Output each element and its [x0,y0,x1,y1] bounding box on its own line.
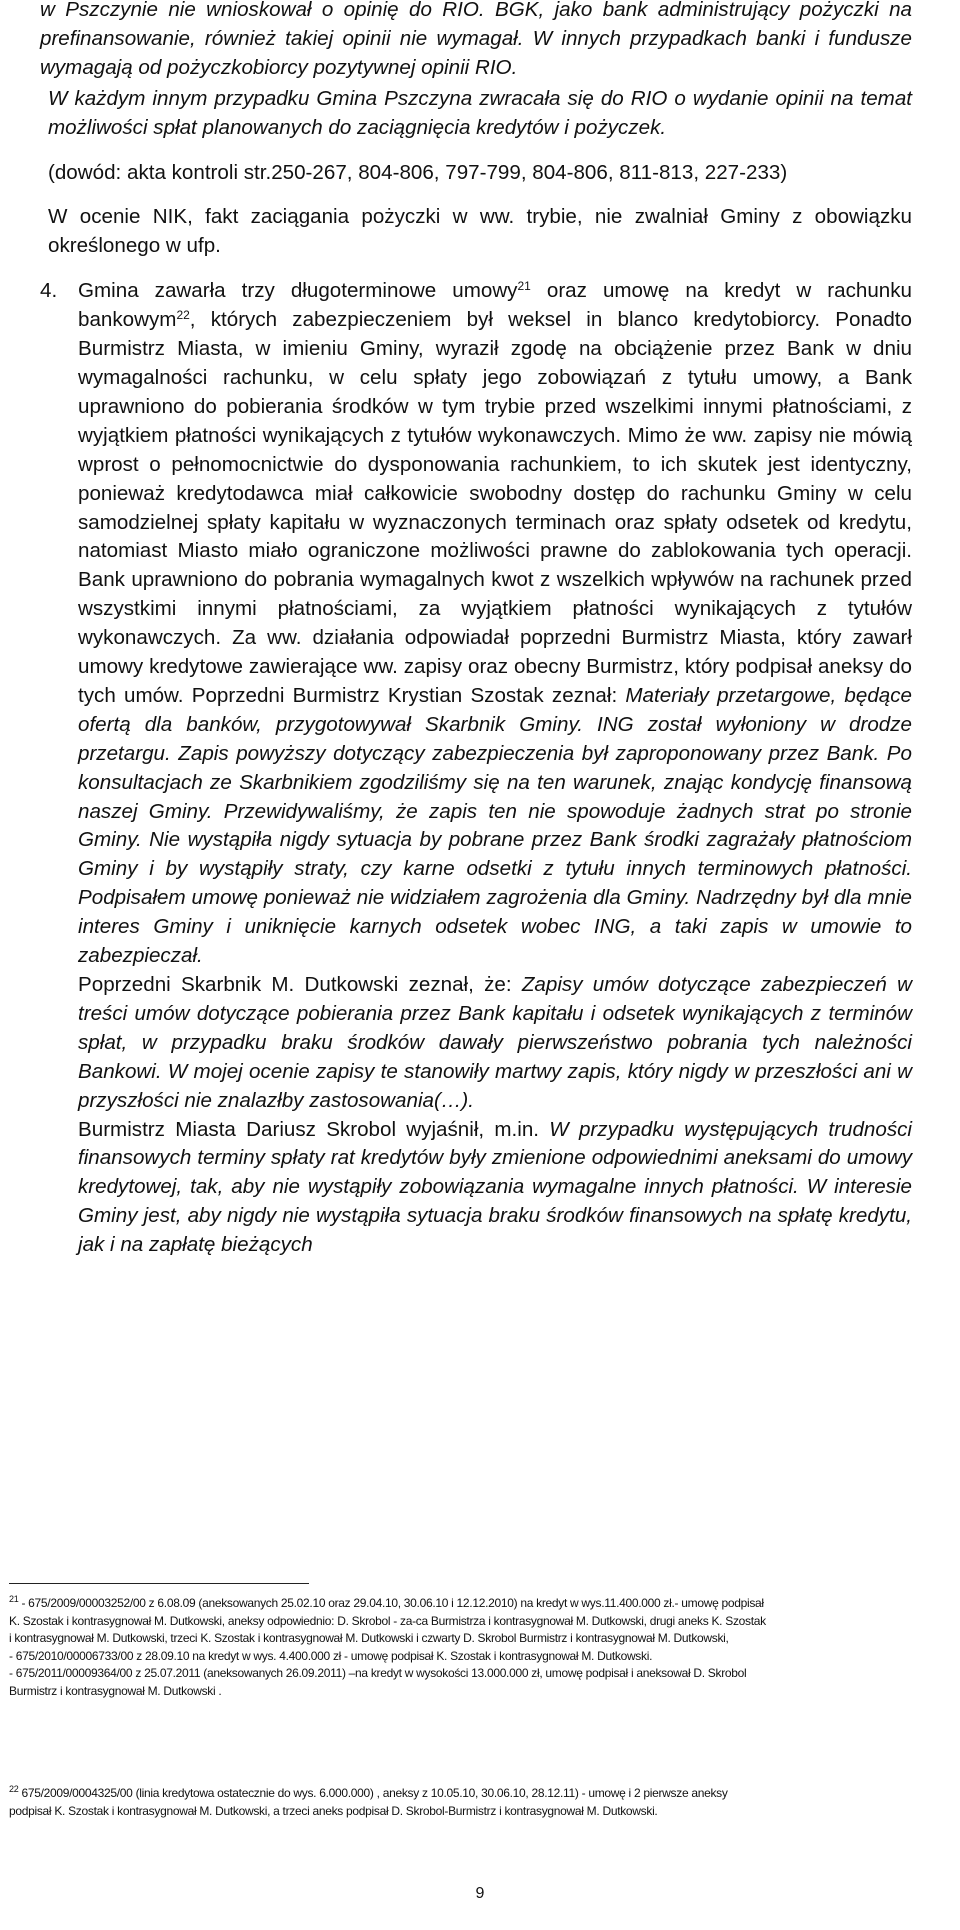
footnote-number-22: 22 [9,1784,19,1794]
testimony-dutkowski: Zapisy umów dotyczące zabezpieczeń w treści umów dotyczące pobierania przez Bank kapitału i odsetek wynikających z terminów spłat, w przypadku braku środków dawały pierwszeństwo pobrania tych należności Bankowi. W mojej ocenie zapisy te stanowiły martwy zapis, który nigdy w przeszłości ani w przyszłości nie znalazłby zastosowania(…). [78,973,912,1112]
numbered-paragraph-4 [40,277,912,1260]
footnote-number-21: 21 [9,1594,19,1604]
paragraph-loan-agreements: Gmina zawarła trzy długoterminowe umowy$^{21}$ oraz umowę na kredyt w rachunku bankowym$^{22}$, których zabezpieczeniem był weksel in blanco kredytobiorcy. Ponadto Burmistrz Miasta, w imieniu Gminy, wyraził zgodę na obciążenie przez Bank w dniu wymagalności rachunku, w celu spłaty jego zobowiązań z tytułu umowy, a Bank uprawniono do pobierania środków w tym trybie przed wszelkimi innymi płatnościami, z wyjątkiem płatności wynikających z tytułów wykonawczych. Mimo że ww. zapisy nie mówią wprost o pełnomocnictwie do dysponowania rachunkiem, to ich skutek jest identyczny, ponieważ kredytodawca miał całkowicie swobodny dostęp do rachunku Gminy w celu samodzielnej spłaty kapitału w wyznaczonych terminach oraz spłaty odsetek od kredytu, natomiast Miasto miało ograniczone możliwości prawne do zablokowania tych operacji. Bank uprawniono do pobrania wymagalnych kwot z wszelkich wpływów na rachunek przed wszystkimi innymi płatnościami, za wyjątkiem płatności wynikających z tytułów wykonawczych. Za ww. działania odpowiadał poprzedni Burmistrz Miasta, który zawarł umowy kredytowe zawierające ww. zapisy oraz obecny Burmistrz, który podpisał aneksy do tych umów. Poprzedni Burmistrz Krystian Szostak zeznał: Materiały przetargowe, będące ofertą dla banków, przygotowywał Skarbnik Gminy. ING został wyłoniony w drodze przetargu. Zapis powyższy dotyczący zabezpieczenia był zaproponowany przez Bank. Po konsultacjach ze Skarbnikiem zgodziliśmy się na ten warunek, znając kondycję finansową naszej Gminy. Przewidywaliśmy, że zapis ten nie spowoduje żadnych strat po stronie Gminy. Nie wystąpiła nigdy sytuacja by pobrane przez Bank środki zagrażały płatnościom Gminy i by wystąpiły straty, czy karne odsetki z tytułu innych terminowych płatności. Podpisałem umowę ponieważ nie widziałem zagrożenia dla Gminy. Nadrzędny był dla mnie interes Gminy i uniknięcie karnych odsetek wobec ING, a taki zapis w umowie to zabezpieczał. [78,279,912,968]
page-number: 9 [475,1885,485,1902]
paragraph-dutkowski: Poprzedni Skarbnik M. Dutkowski zeznał, że: Zapisy umów dotyczące zabezpieczeń w treści umów dotyczące pobierania przez Bank kapitału i odsetek wynikających z terminów spłat, w przypadku braku środków dawały pierwszeństwo pobrania tych należności Bankowi. W mojej ocenie zapisy te stanowiły martwy zapis, który nigdy w przeszłości ani w przyszłości nie znalazłby zastosowania(…). [78,973,912,1112]
paragraph-rio-opinion: w Pszczynie nie wnioskował o opinię do RIO. BGK, jako bank administrujący pożyczki na prefinansowanie, również takiej opinii nie wymagał. W innych przypadkach banki i fundusze wymagają od pożyczkobiorcy pozytywnej opinii RIO. [40,0,912,79]
paragraph-rio-requests: W każdym innym przypadku Gmina Pszczyna zwracała się do RIO o wydanie opinii na temat możliwości spłat planowanych do zaciągnięcia kredytów i pożyczek. [48,86,912,139]
testimony-szostak: Materiały przetargowe, będące ofertą dla banków, przygotowywał Skarbnik Gminy. ING został wyłoniony w drodze przetargu. Zapis powyższy dotyczący zabezpieczenia był zaproponowany przez Bank. Po konsultacjach ze Skarbnikiem zgodziliśmy się na ten warunek, znając kondycję finansową naszej Gminy. Przewidywaliśmy, że zapis ten nie spowoduje żadnych strat po stronie Gminy. Nie wystąpiła nigdy sytuacja by pobrane przez Bank środki zagrażały płatnościom Gminy i by wystąpiły straty, czy karne odsetki z tytułu innych terminowych płatności. Podpisałem umowę ponieważ nie widziałem zagrożenia dla Gminy. Nadrzędny był dla mnie interes Gminy i uniknięcie karnych odsetek wobec ING, a taki zapis w umowie to zabezpieczał. [78,683,912,968]
main-text [40,0,912,1260]
testimony-skrobol: W przypadku występujących trudności finansowych terminy spłaty rat kredytów były zmienione odpowiednimi aneksami do umowy kredytowej, tak, aby nie wystąpiły zobowiązania wymagalne innych płatności. W interesie Gminy jest, aby nigdy nie wystąpiła sytuacja braku środków finansowych na spłatę kredytu, jak i na zapłatę bieżących [78,1117,912,1257]
evidence-reference: (dowód: akta kontroli str.250-267, 804-806, 797-799, 804-806, 811-813, 227-233) [48,160,788,184]
nik-assessment: W ocenie NIK, fakt zaciągania pożyczki w ww. trybie, nie zwalniał Gminy z obowiązku określonego w ufp. [48,205,912,258]
footnote-ref-22: 22 [176,308,190,323]
footnote-21: $^{21}$ - 675/2009/00003252/00 z 6.08.09 (aneksowanych 25.02.10 oraz 29.04.10, 30.06.10 i 12.12.2010) na kredyt w wys.11.400.000 zł.- umowę podpisał K. Szostak i kontrasygnował M. Dutkowski, aneksy odpowiednio: D. Skrobol - za-ca Burmistrza i kontrasygnował M. Dutkowski, drugi aneks K. Szostak i kontrasygnował M. Dutkowski, trzeci K. Szostak i kontrasygnował M. Dutkowski i czwarty D. Skrobol Burmistrz i kontrasygnował M. Dutkowski, - 675/2010/00006733/00 z 28.09.10 na kredyt w wys. 4.400.000 zł - umowę podpisał K. Szostak i kontrasygnował M. Dutkowski. - 675/2011/00009364/00 z 25.07.2011 (aneksowanych 26.09.2011) –na kredyt w wysokości 13.000.000 zł, umowę podpisał i aneksował D. Skrobol Burmistrz i kontrasygnował M. Dutkowski . [9,1594,766,1698]
footnote-ref-21: 21 [517,279,531,294]
footnote-22: $^{22}$ 675/2009/0004325/00 (linia kredytowa ostatecznie do wys. 6.000.000) , aneksy z 10.05.10, 30.06.10, 28.12.11) - umowę i 2 pierwsze aneksy podpisał K. Szostak i kontrasygnował M. Dutkowski, a trzeci aneks podpisał D. Skrobol-Burmistrz i kontrasygnował M. Dutkowski. [9,1784,728,1818]
footnote-separator [9,1583,309,1584]
paragraph-number: 4. [40,279,58,303]
paragraph-skrobol: Burmistrz Miasta Dariusz Skrobol wyjaśnił, m.in. W przypadku występujących trudności finansowych terminy spłaty rat kredytów były zmienione odpowiednimi aneksami do umowy kredytowej, tak, aby nie wystąpiły zobowiązania wymagalne innych płatności. W interesie Gminy jest, aby nigdy nie wystąpiła sytuacja braku środków finansowych na spłatę kredytu, jak i na zapłatę bieżących [78,1117,912,1257]
